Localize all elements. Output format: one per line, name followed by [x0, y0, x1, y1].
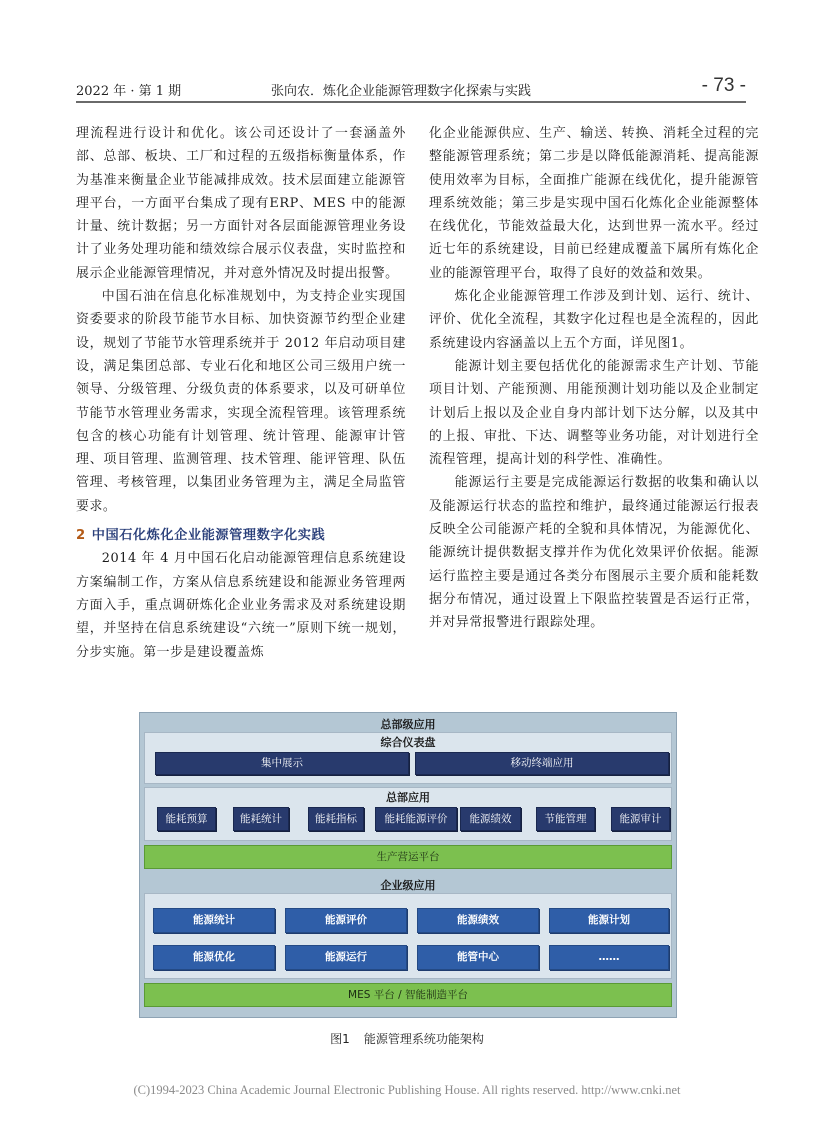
section-number: 2: [76, 528, 86, 544]
section-heading: [76, 524, 406, 547]
page-number: - 73 -: [701, 75, 746, 96]
dashboard-label: 综合仪表盘: [380, 736, 436, 749]
issue-label: 2022 年 · 第 1 期: [76, 84, 182, 99]
ent-item: 能源计划: [549, 908, 669, 933]
hq-item: 能源审计: [611, 807, 670, 831]
ent-item: 能源运行: [285, 945, 407, 970]
caption-text: 能源管理系统功能架构: [363, 1032, 484, 1046]
paragraph: 2014 年 4 月中国石化启动能源管理信息系统建设方案编制工作，方案从信息系统建设和能源业务管理两方面入手，重点调研炼化企业业务需求及对系统建设期望，并坚持在信息系统建设“六统一”原则下统一规划，分步实施。第一步是建设覆盖炼: [76, 551, 406, 660]
ent-item: 能源评价: [285, 908, 407, 933]
hq-item: 能耗统计: [233, 807, 289, 831]
header-rule: [76, 101, 746, 103]
figure-caption: [0, 1030, 814, 1047]
hq-item: 节能管理: [536, 807, 595, 831]
dashboard-panel: [144, 732, 672, 784]
running-title: 张向农．炼化企业能源管理数字化探索与实践: [271, 84, 532, 99]
paragraph: 理流程进行设计和优化。该公司还设计了一套涵盖外部、总部、板块、工厂和过程的五级指标衡量体系，作为基准来衡量企业节能减排成效。技术层面建立能源管理平台，一方面平台集成了现有ERP、MES 中的能源计量、统计数据；另一方面针对各层面能源管理业务设计了业务处理功能和绩效综合展示仪表盘，实时监控和展示企业能源管理情况，并对意外情况及时提出报警。: [76, 126, 406, 281]
ent-item: 能源统计: [153, 908, 275, 933]
paragraph: 中国石油在信息化标准规划中，为支持企业实现国资委要求的阶段节能节水目标、加快资源节约型企业建设，规划了节能节水管理系统并于 2012 年启动项目建设，满足集团总部、专业石化和地区公司三级用户统一领导、分级管理、分级负责的体系要求，以及可研单位节能节水管理业务需求，实现全流程管理。该管理系统包含的核心功能有计划管理、统计管理、能源审计管理、项目管理、监测管理、技术管理、能评管理、队伍管理、考核管理，以集团业务管理为主，满足全局监管要求。: [76, 289, 406, 514]
right-column: [429, 122, 759, 635]
ent-item: 能管中心: [417, 945, 539, 970]
paragraph: 炼化企业能源管理工作涉及到计划、运行、统计、评价、优化全流程，其数字化过程也是全流程的，因此系统建设内容涵盖以上五个方面，详见图1。: [429, 289, 759, 351]
paragraph: 化企业能源供应、生产、输送、转换、消耗全过程的完整能源管理系统；第二步是以降低能源消耗、提高能源使用效率为目标，全面推广能源在线优化，提升能源管理系统效能；第三步是实现中国石化炼化企业能源整体在线优化，节能效益最大化，达到世界一流水平。经过近七年的系统建设，目前已经建成覆盖下属所有炼化企业的能源管理平台，取得了良好的效益和效果。: [429, 126, 759, 281]
hq-item: 能耗预算: [157, 807, 216, 831]
hq-apps-panel: [144, 787, 672, 841]
dash-item: 集中展示: [155, 752, 409, 775]
paragraph: 能源运行主要是完成能源运行数据的收集和确认以及能源运行状态的监控和维护，最终通过能源运行报表反映全公司能源产耗的全貌和具体情况，为能源优化、能源统计提供数据支撑并作为优化效果评价依据。能源运行监控主要是通过各类分布图展示主要介质和能耗数据分布情况，通过设置上下限监控装置是否运行正常，并对异常报警进行跟踪处理。: [429, 475, 759, 631]
ent-item: ……: [549, 945, 669, 970]
dash-item: 移动终端应用: [415, 752, 669, 775]
mes-platform-bar: MES 平台 / 智能制造平台: [144, 983, 672, 1007]
copyright-footer: (C)1994-2023 China Academic Journal Electronic Publishing House. All rights reserved. http://www.cnki.net: [133, 1083, 681, 1097]
caption-label: 图1: [330, 1032, 350, 1046]
hq-apps-label: 总部级应用: [380, 718, 436, 731]
hq-item: 能耗能源评价: [375, 807, 457, 831]
production-platform-bar: 生产营运平台: [144, 845, 672, 869]
left-column: [76, 122, 406, 664]
running-header: [76, 75, 746, 100]
hq-item: 能源绩效: [460, 807, 521, 831]
ent-apps-panel: [144, 893, 672, 979]
ent-item: 能源优化: [153, 945, 275, 970]
hq-item: 能耗指标: [308, 807, 364, 831]
section-title: 中国石化炼化企业能源管理数字化实践: [91, 528, 326, 544]
architecture-figure: [139, 712, 677, 1018]
ent-item: 能源绩效: [417, 908, 539, 933]
ent-apps-label: 企业级应用: [380, 879, 436, 892]
paragraph: 能源计划主要包括优化的能源需求生产计划、节能项目计划、产能预测、用能预测计划功能以及企业制定计划后上报以及企业自身内部计划下达分解，以及其中的上报、审批、下达、调整等业务功能，对计划进行全流程管理，提高计划的科学性、准确性。: [429, 358, 759, 468]
hq-sub-label: 总部应用: [386, 791, 430, 804]
